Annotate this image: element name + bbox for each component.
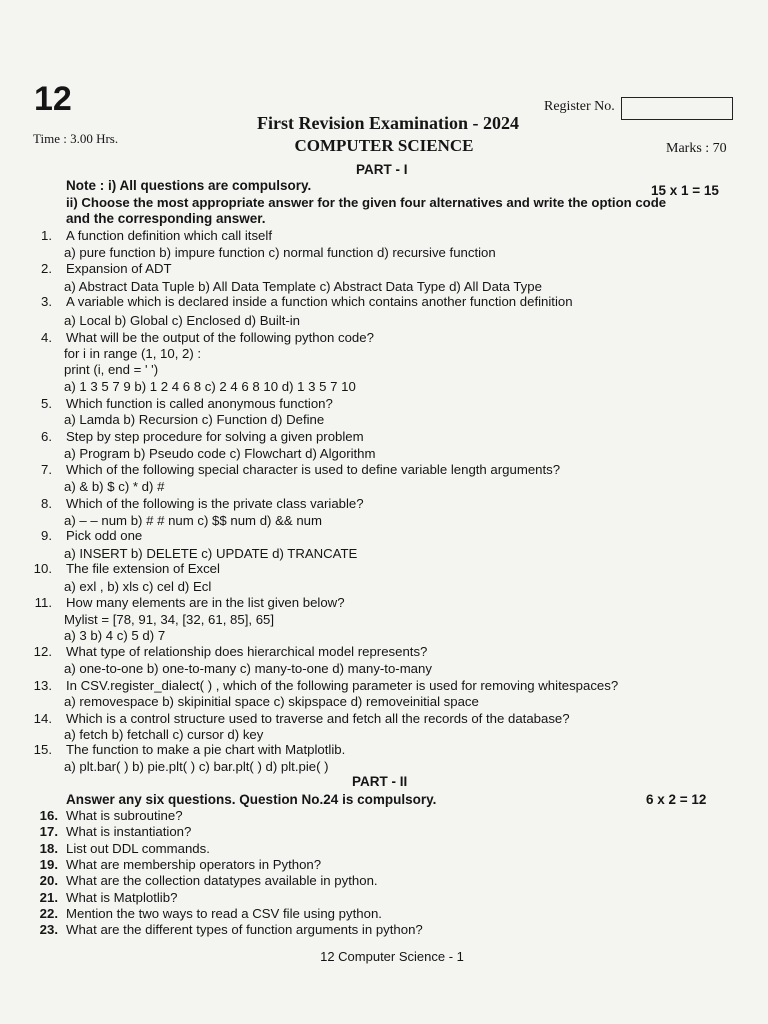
question-line: print (i, end = ' ') [64, 362, 159, 377]
register-number-label: Register No. [544, 99, 615, 114]
question-text: The file extension of Excel [66, 561, 220, 576]
exam-duration: Time : 3.00 Hrs. [33, 131, 119, 146]
question-text: What is instantiation? [66, 824, 192, 840]
question-line: a) 3 b) 4 c) 5 d) 7 [64, 628, 166, 643]
question-text: List out DDL commands. [66, 840, 210, 856]
question-line: a) plt.bar( ) b) pie.plt( ) c) bar.plt( ) d) plt.pie( ) [64, 759, 329, 774]
question-text: What type of relationship does hierarchical model represents? [66, 644, 428, 659]
question-line: a) – – num b) # # num c) $$ num d) && num [64, 513, 323, 528]
part-two-score: 6 x 2 = 12 [646, 792, 707, 807]
question-text: The function to make a pie chart with Matplotlib. [66, 742, 346, 757]
exam-title: First Revision Examination - 2024 [256, 113, 519, 133]
question-line: a) Program b) Pseudo code c) Flowchart d) Algorithm [64, 446, 376, 461]
question-text: A variable which is declared inside a function which contains another function definition [66, 294, 573, 309]
question-number: 1. [41, 228, 52, 243]
question-number: 2. [41, 261, 52, 276]
question-number: 21. [39, 889, 58, 905]
question-text: Step by step procedure for solving a given problem [66, 429, 364, 444]
question-number: 16. [39, 808, 58, 823]
question-number: 6. [41, 429, 52, 444]
question-number: 5. [41, 396, 52, 411]
question-text: Which function is called anonymous function? [66, 396, 333, 411]
question-number: 9. [41, 528, 52, 543]
question-number: 3. [41, 294, 52, 309]
question-text: What is Matplotlib? [66, 889, 178, 905]
question-text: What are membership operators in Python? [66, 856, 322, 872]
question-line: a) Lamda b) Recursion c) Function d) Define [64, 412, 325, 427]
question-text: Which is a control structure used to traverse and fetch all the records of the database? [66, 711, 570, 726]
question-number: 4. [41, 330, 52, 345]
question-text: Which of the following is the private class variable? [66, 496, 364, 511]
part-two-instruction: Answer any six questions. Question No.24 is compulsory. [66, 792, 437, 807]
question-number: 22. [39, 905, 58, 921]
question-number: 14. [33, 711, 52, 726]
question-number: 17. [39, 824, 58, 840]
question-number: 23. [39, 922, 58, 938]
question-number: 8. [41, 496, 52, 511]
question-line: Mylist = [78, 91, 34, [32, 61, 85], 65] [64, 612, 275, 627]
question-number: 10. [33, 561, 52, 576]
part-one-instruction-cont: and the corresponding answer. [66, 211, 266, 226]
question-text: Which of the following special character is used to define variable length arguments? [66, 462, 561, 477]
question-line: a) INSERT b) DELETE c) UPDATE d) TRANCATE [64, 546, 358, 561]
question-text: Pick odd one [66, 528, 143, 543]
question-text: A function definition which call itself [66, 228, 272, 243]
part-two-heading: PART - II [352, 774, 408, 789]
question-text: How many elements are in the list given below? [66, 595, 345, 610]
page-footer: 12 Computer Science - 1 [320, 949, 464, 964]
subject-title: COMPUTER SCIENCE [294, 136, 474, 155]
question-text: Mention the two ways to read a CSV file using python. [66, 905, 382, 921]
question-line: a) 1 3 5 7 9 b) 1 2 4 6 8 c) 2 4 6 8 10 d) 1 3 5 7 10 [64, 379, 356, 394]
question-number: 20. [39, 873, 58, 889]
part-one-score: 15 x 1 = 15 [651, 183, 719, 198]
question-text: In CSV.register_dialect( ) , which of the following parameter is used for removing whitespaces? [66, 678, 619, 693]
question-number: 12. [33, 644, 52, 659]
question-number: 19. [39, 856, 58, 872]
part-one-heading: PART - I [356, 162, 408, 177]
question-line: a) fetch b) fetchall c) cursor d) key [64, 727, 264, 742]
question-line: a) exl , b) xls c) cel d) Ecl [64, 579, 212, 594]
total-marks: Marks : 70 [666, 141, 727, 156]
question-text: What are the collection datatypes available in python. [66, 873, 378, 889]
question-number: 15. [33, 742, 52, 757]
question-line: a) Abstract Data Tuple b) All Data Template c) Abstract Data Type d) All Data Type [64, 279, 542, 294]
question-text: What are the different types of function arguments in python? [66, 922, 423, 938]
question-line: a) pure function b) impure function c) normal function d) recursive function [64, 245, 496, 260]
question-line: a) & b) $ c) * d) # [64, 479, 165, 494]
part-one-note: Note : i) All questions are compulsory. [66, 178, 312, 193]
grade-label: 12 [34, 80, 72, 118]
question-number: 13. [33, 678, 52, 693]
question-line: a) one-to-one b) one-to-many c) many-to-one d) many-to-many [64, 661, 432, 676]
question-text: What will be the output of the following python code? [66, 330, 374, 345]
question-text: What is subroutine? [66, 808, 183, 823]
question-number: 18. [39, 840, 58, 856]
question-number: 7. [41, 462, 52, 477]
question-line: a) removespace b) skipinitial space c) skipspace d) removeinitial space [64, 694, 479, 709]
question-line: a) Local b) Global c) Enclosed d) Built-in [64, 313, 301, 328]
part-one-instruction: ii) Choose the most appropriate answer for the given four alternatives and write the option code [66, 195, 667, 210]
question-text: Expansion of ADT [66, 261, 172, 276]
question-line: for i in range (1, 10, 2) : [64, 346, 202, 361]
question-number: 11. [34, 595, 52, 610]
